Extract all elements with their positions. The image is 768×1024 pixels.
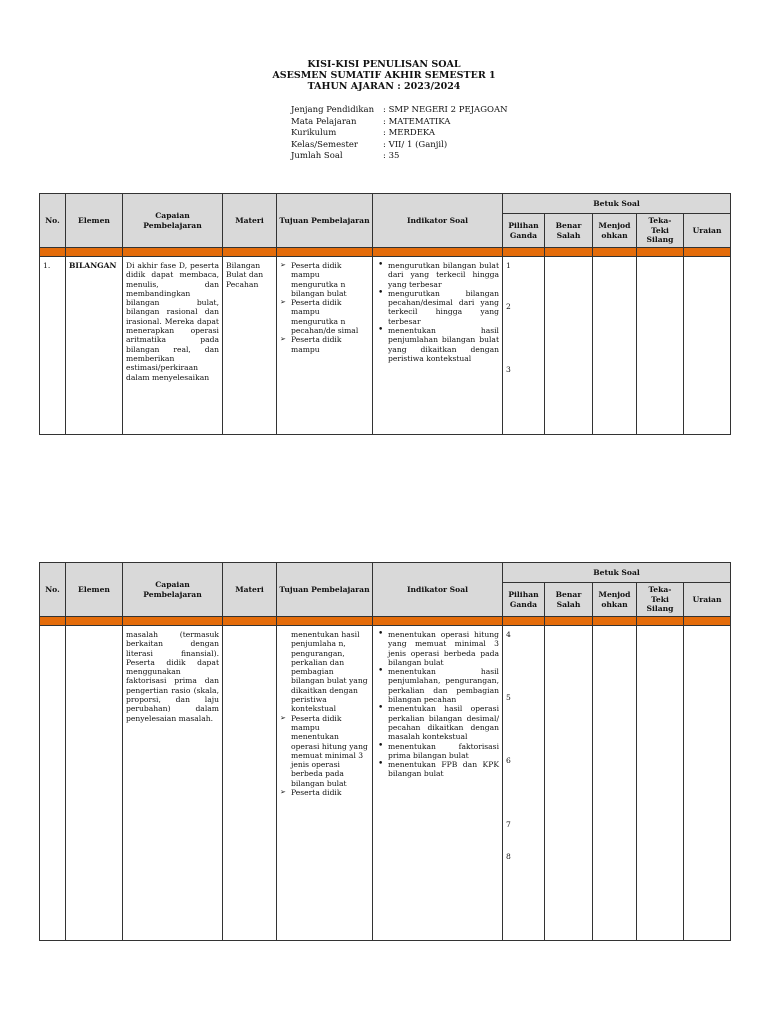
question-number: 6	[506, 756, 511, 765]
cell-menjodohkan	[593, 626, 637, 941]
cell-no: 1.	[40, 257, 66, 435]
col-header-indikator: Indikator Soal	[373, 194, 503, 248]
cell-capaian: masalah (termasuk berkaitan dengan literasi finansial). Peserta didik dapat menggunakan faktorisasi prima dan pengertian rasio (skala, proporsi, dan laju perubahan) dalam penyelesaian masalah.	[123, 626, 223, 941]
tujuan-continued: menentukan hasil penjumlaha n, pengurangan, perkalian dan pembagian bilangan bulat yang dikaitkan dengan peristiwa kontekstual	[291, 630, 368, 714]
cell-pilihan-ganda	[503, 257, 545, 435]
col-header-uraian: Uraian	[684, 583, 731, 617]
info-block	[291, 105, 508, 163]
col-header-pilihan-ganda: Pilihan Ganda	[503, 214, 545, 248]
info-label: Mata Pelajaran	[291, 116, 357, 127]
list-item: • menentukan hasil penjumlahan, pengurangan, perkalian dan pembagian bilangan pecahan	[376, 667, 499, 704]
col-header-bentuk-soal: Betuk Soal	[503, 194, 731, 214]
col-header-pilihan-ganda: Pilihan Ganda	[503, 583, 545, 617]
info-value: : MERDEKA	[383, 128, 436, 138]
list-item: • menentukan faktorisasi prima bilangan bulat	[376, 742, 499, 761]
list-item: • menentukan hasil operasi perkalian bilangan desimal/ pecahan dikaitkan dengan masalah kontekstual	[376, 704, 499, 741]
info-value: : 35	[383, 151, 400, 161]
info-value: : VII/ 1 (Ganjil)	[383, 139, 448, 150]
col-header-benar-salah: Benar Salah	[545, 583, 593, 617]
cell-indikator	[373, 257, 503, 435]
info-row	[291, 117, 508, 129]
header-row	[40, 194, 731, 214]
list-item: ➢ Peserta didik mampu mengurutka n pecahan/de simal	[280, 298, 369, 335]
col-header-menjodohkan: Menjod ohkan	[593, 214, 637, 248]
kisi-table-1	[39, 193, 731, 435]
col-header-tujuan: Tujuan Pembelajaran	[277, 194, 373, 248]
info-row	[291, 151, 508, 163]
col-header-capaian: Capaian Pembelajaran	[123, 194, 223, 248]
question-number: 7	[506, 820, 511, 829]
col-header-materi: Materi	[223, 563, 277, 617]
list-item: • menentukan FPB dan KPK bilangan bulat	[376, 760, 499, 779]
info-label: Jenjang Pendidikan	[291, 105, 375, 115]
col-header-indikator: Indikator Soal	[373, 563, 503, 617]
cell-teka-teki	[637, 257, 684, 435]
col-header-tujuan: Tujuan Pembelajaran	[277, 563, 373, 617]
info-value: : MATEMATIKA	[383, 116, 451, 127]
document-subtitle: ASESMEN SUMATIF AKHIR SEMESTER 1	[272, 70, 496, 81]
document-header	[0, 59, 768, 92]
cell-uraian	[684, 257, 731, 435]
list-item: ➢ Peserta didik mampu	[280, 335, 369, 354]
question-number: 4	[506, 630, 511, 639]
col-header-teka-teki: Teka- Teki Silang	[637, 214, 684, 248]
cell-tujuan	[277, 257, 373, 435]
col-header-elemen: Elemen	[66, 194, 123, 248]
list-item: • mengurutkan bilangan bulat dari yang terkecil hingga yang terbesar	[376, 261, 499, 289]
cell-pilihan-ganda	[503, 626, 545, 941]
col-header-benar-salah: Benar Salah	[545, 214, 593, 248]
col-header-teka-teki: Teka- Teki Silang	[637, 583, 684, 617]
cell-materi: Bilangan Bulat dan Pecahan	[223, 257, 277, 435]
info-row	[291, 128, 508, 140]
col-header-bentuk-soal: Betuk Soal	[503, 563, 731, 583]
question-number: 8	[506, 852, 511, 861]
list-item: • menentukan operasi hitung yang memuat minimal 3 jenis operasi berbeda pada bilangan bulat	[376, 630, 499, 667]
col-header-menjodohkan: Menjod ohkan	[593, 583, 637, 617]
col-header-no: No.	[40, 194, 66, 248]
info-label: Jumlah Soal	[291, 151, 343, 161]
info-row	[291, 105, 508, 117]
list-item: ➢ Peserta didik mampu mengurutka n bilangan bulat	[280, 261, 369, 298]
cell-teka-teki	[637, 626, 684, 941]
document-title: KISI-KISI PENULISAN SOAL	[307, 59, 461, 70]
cell-menjodohkan	[593, 257, 637, 435]
question-number: 1	[506, 261, 511, 270]
col-header-uraian: Uraian	[684, 214, 731, 248]
cell-no	[40, 626, 66, 941]
col-header-materi: Materi	[223, 194, 277, 248]
table-row	[40, 257, 731, 435]
header-row	[40, 563, 731, 583]
cell-elemen	[66, 626, 123, 941]
list-item: ➢ Peserta didik	[280, 788, 369, 797]
info-value: : SMP NEGERI 2 PEJAGOAN	[383, 105, 508, 115]
question-number: 3	[506, 365, 511, 374]
cell-benar-salah	[545, 626, 593, 941]
academic-year: TAHUN AJARAN : 2023/2024	[307, 81, 461, 92]
cell-uraian	[684, 626, 731, 941]
cell-materi	[223, 626, 277, 941]
list-item: • menentukan hasil penjumlahan bilangan bulat yang dikaitkan dengan peristiwa kontekstual	[376, 326, 499, 363]
col-header-no: No.	[40, 563, 66, 617]
cell-indikator	[373, 626, 503, 941]
orange-divider-row	[40, 617, 731, 626]
cell-capaian: Di akhir fase D, peserta didik dapat membaca, menulis, dan membandingkan bilangan bulat, bilangan rasional dan irasional. Mereka dapat menerapkan operasi aritmatika pada bilangan real, dan memberikan estimasi/perkiraan dalam menyelesaikan	[123, 257, 223, 435]
kisi-table-2	[39, 562, 731, 941]
orange-divider-row	[40, 248, 731, 257]
list-item: • mengurutkan bilangan pecahan/desimal dari yang terkecil hingga yang terbesar	[376, 289, 499, 326]
col-header-capaian: Capaian Pembelajaran	[123, 563, 223, 617]
info-label: Kelas/Semester	[291, 139, 358, 150]
col-header-elemen: Elemen	[66, 563, 123, 617]
question-number: 5	[506, 693, 511, 702]
table-row	[40, 626, 731, 941]
info-label: Kurikulum	[291, 128, 337, 138]
cell-tujuan	[277, 626, 373, 941]
cell-elemen: BILANGAN	[66, 257, 123, 435]
list-item: ➢ Peserta didik mampu menentukan operasi hitung yang memuat minimal 3 jenis operasi berbeda pada bilangan bulat	[280, 714, 369, 788]
question-number: 2	[506, 302, 511, 311]
cell-benar-salah	[545, 257, 593, 435]
info-row	[291, 140, 508, 152]
